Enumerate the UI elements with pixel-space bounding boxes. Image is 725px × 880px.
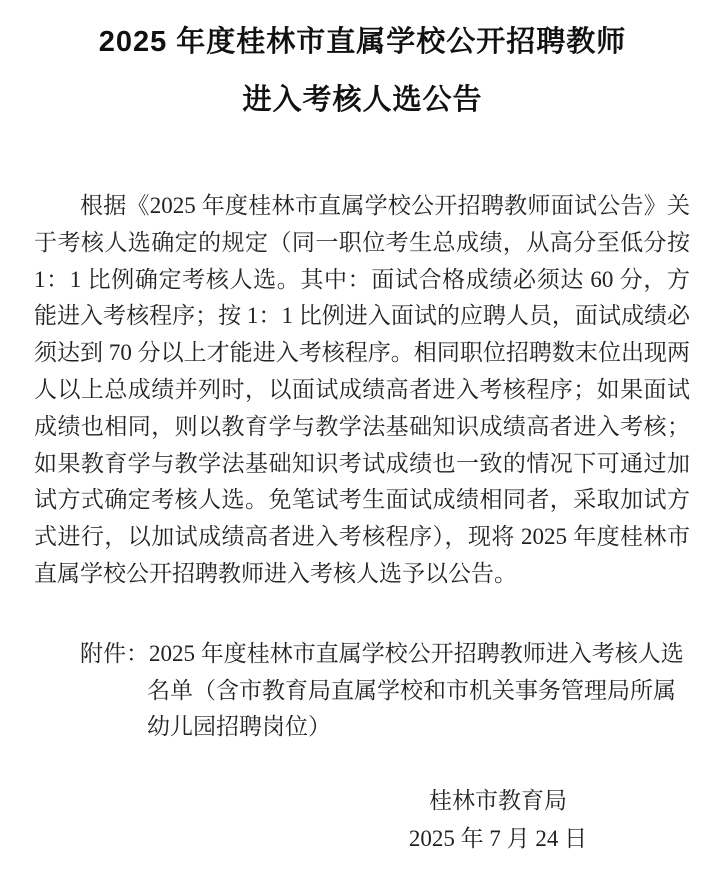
attachment-line: 名单（含市教育局直属学校和市机关事务管理局所属 <box>147 677 676 703</box>
body-line: 1：1 比例确定考核人选。其中：面试合格成绩必须达 60 分，方 <box>34 266 690 292</box>
body-line: 根据《2025 年度桂林市直属学校公开招聘教师面试公告》关 <box>80 193 690 218</box>
body-line: 试方式确定考核人选。免笔试考生面试成绩相同者，采取加试方 <box>34 487 690 513</box>
signature-block <box>348 782 648 858</box>
body-line: 成绩也相同，则以教育学与教学法基础知识成绩高者进入考核； <box>34 413 690 439</box>
attachment-line: 幼儿园招聘岗位） <box>147 714 331 740</box>
document-title <box>0 0 725 129</box>
issuer-name: 桂林市教育局 <box>429 788 567 814</box>
body-line: 式进行，以加试成绩高者进入考核程序），现将 2025 年度桂林市 <box>34 524 690 550</box>
body-paragraph <box>34 188 690 593</box>
body-line: 人以上总成绩并列时，以面试成绩高者进入考核程序；如果面试 <box>34 376 690 402</box>
body-line: 能进入考核程序；按 1：1 比例进入面试的应聘人员，面试成绩必 <box>34 303 690 329</box>
attachment-note <box>34 636 690 746</box>
body-line: 直属学校公开招聘教师进入考核人选予以公告。 <box>34 560 517 586</box>
title-line-2: 进入考核人选公告 <box>242 84 483 116</box>
body-line: 于考核人选确定的规定（同一职位考生总成绩，从高分至低分按 <box>34 229 690 255</box>
attachment-line: 附件：2025 年度桂林市直属学校公开招聘教师进入考核人选 <box>80 640 684 666</box>
issue-date: 2025 年 7 月 24 日 <box>408 826 588 852</box>
body-line: 须达到 70 分以上才能进入考核程序。相同职位招聘数末位出现两 <box>34 340 690 366</box>
title-line-1: 2025 年度桂林市直属学校公开招聘教师 <box>98 26 627 58</box>
body-line: 如果教育学与教学法基础知识考试成绩也一致的情况下可通过加 <box>34 450 690 476</box>
